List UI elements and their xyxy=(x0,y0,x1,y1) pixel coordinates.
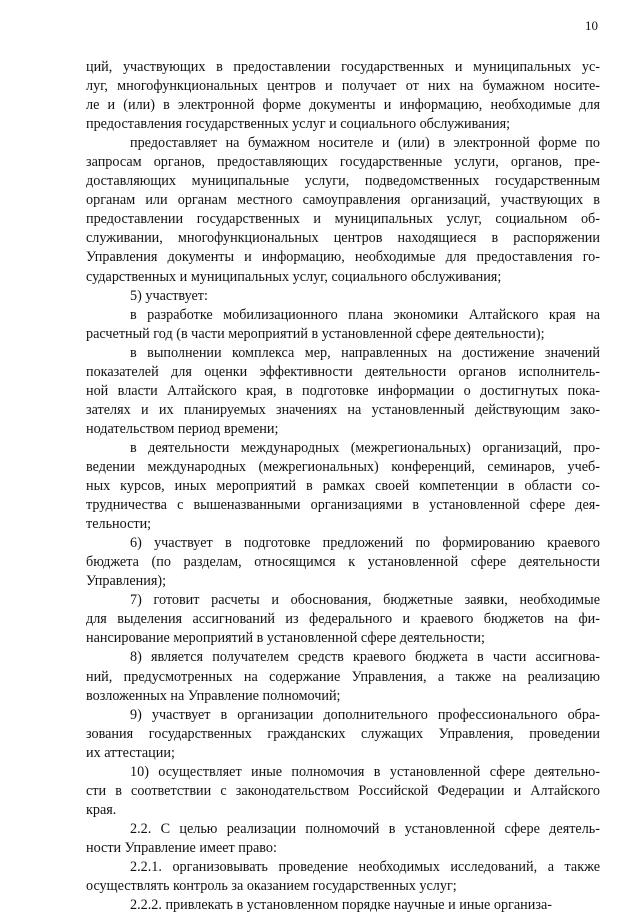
document-body xyxy=(86,58,600,915)
document-text-line: 10) осуществляет иные полномочия в установленной сфере деятельно- xyxy=(130,763,600,780)
document-text-line: 2.2.1. организовывать проведение необходимых исследований, а также xyxy=(130,858,600,875)
document-text-line: нансирование мероприятий в установленной сфере деятельности; xyxy=(86,630,485,647)
document-text-line: ведении международных (межрегиональных) конференций, семинаров, учеб- xyxy=(86,458,600,475)
document-paragraph xyxy=(86,591,600,648)
document-text-line: доставляющих муниципальные услуги, подведомственных государственным xyxy=(86,173,600,190)
document-paragraph xyxy=(86,306,600,344)
document-text-line: 8) является получателем средств краевого бюджета в части ассигнова- xyxy=(130,649,600,666)
document-text-line: для выделения ассигнований из федерального и краевого бюджетов на фи- xyxy=(86,611,600,628)
document-paragraph xyxy=(86,706,600,763)
document-text-line: трудничества с вышеназванными организациями в установленной сфере дея- xyxy=(86,497,600,514)
document-paragraph xyxy=(86,648,600,705)
document-paragraph xyxy=(86,820,600,858)
document-text-line: зателях и их планируемых значениях на установленный действующим зако- xyxy=(86,401,600,418)
document-text-line: расчетный год (в части мероприятий в установленной сфере деятельности); xyxy=(86,325,545,342)
document-text-line: 5) участвует: xyxy=(130,287,208,304)
document-paragraph xyxy=(86,287,600,306)
document-text-line: 7) готовит расчеты и обоснования, бюджетные заявки, необходимые xyxy=(130,592,600,609)
document-text-line: нодательством период времени; xyxy=(86,420,279,437)
document-paragraph xyxy=(86,763,600,820)
document-paragraph xyxy=(86,439,600,534)
document-text-line: сти в соответствии с законодательством Российской Федерации и Алтайского xyxy=(86,782,600,799)
document-text-line: предоставления государственных услуг и социального обслуживания; xyxy=(86,116,511,133)
document-text-line: осуществлять контроль за оказанием государственных услуг; xyxy=(86,878,457,895)
document-text-line: сударственных и муниципальных услуг, социального обслуживания; xyxy=(86,268,502,285)
document-text-line: 2.2.2. привлекать в установленном порядке научные и иные организа- xyxy=(130,897,552,914)
document-text-line: возложенных на Управление полномочий; xyxy=(86,687,341,704)
document-paragraph xyxy=(86,858,600,896)
document-text-line: ний, предусмотренных на содержание Управления, а также на реализацию xyxy=(86,668,600,685)
document-text-line: ных курсов, иных мероприятий в рамках своей компетенции в области со- xyxy=(86,478,600,495)
document-text-line: 6) участвует в подготовке предложений по формированию краевого xyxy=(130,535,600,552)
document-text-line: органам или органам местного самоуправления организаций, участвующих в xyxy=(86,192,600,209)
document-text-line: Управления документы и информацию, необходимые для предоставления го- xyxy=(86,249,600,266)
document-text-line: ной власти Алтайского края, в подготовке информации о достигнутых пока- xyxy=(86,382,600,399)
document-text-line: зования государственных гражданских служащих Управления, проведении xyxy=(86,725,600,742)
document-text-line: тельности; xyxy=(86,516,152,533)
document-text-line: ле и (или) в электронной форме документы и информацию, необходимые для xyxy=(86,97,600,114)
document-text-line: 9) участвует в организации дополнительного профессионального обра- xyxy=(130,706,600,723)
document-paragraph xyxy=(86,534,600,591)
document-text-line: служивании, многофункциональных центров находящиеся в распоряжении xyxy=(86,230,600,247)
document-text-line: ности Управление имеет право: xyxy=(86,839,277,856)
document-paragraph xyxy=(86,134,600,286)
document-text-line: бюджета (по разделам, относящимся к установленной сфере деятельности xyxy=(86,554,600,571)
document-text-line: в разработке мобилизационного плана экономики Алтайского края на xyxy=(130,306,600,323)
document-text-line: 2.2. С целью реализации полномочий в установленной сфере деятель- xyxy=(130,820,600,837)
document-text-line: луг, многофункциональных центров и получает от них на бумажном носите- xyxy=(86,78,600,95)
document-text-line: Управления); xyxy=(86,573,167,590)
document-text-line: показателей для оценки эффективности деятельности органов исполнитель- xyxy=(86,363,600,380)
page-number: 10 xyxy=(585,18,598,33)
document-paragraph xyxy=(86,896,600,915)
document-text-line: их аттестации; xyxy=(86,744,175,761)
document-paragraph xyxy=(86,344,600,439)
document-paragraph xyxy=(86,58,600,134)
document-text-line: в выполнении комплекса мер, направленных на достижение значений xyxy=(130,344,600,361)
document-text-line: предоставлении государственных и муниципальных услуг, социальном об- xyxy=(86,211,600,228)
document-text-line: запросам органов, предоставляющих государственные услуги, органов, пре- xyxy=(86,154,600,171)
document-text-line: предоставляет на бумажном носителе и (или) в электронной форме по xyxy=(130,135,600,152)
document-text-line: края. xyxy=(86,801,117,818)
document-text-line: в деятельности международных (межрегиональных) организаций, про- xyxy=(130,439,600,456)
document-text-line: ций, участвующих в предоставлении государственных и муниципальных ус- xyxy=(86,59,600,75)
